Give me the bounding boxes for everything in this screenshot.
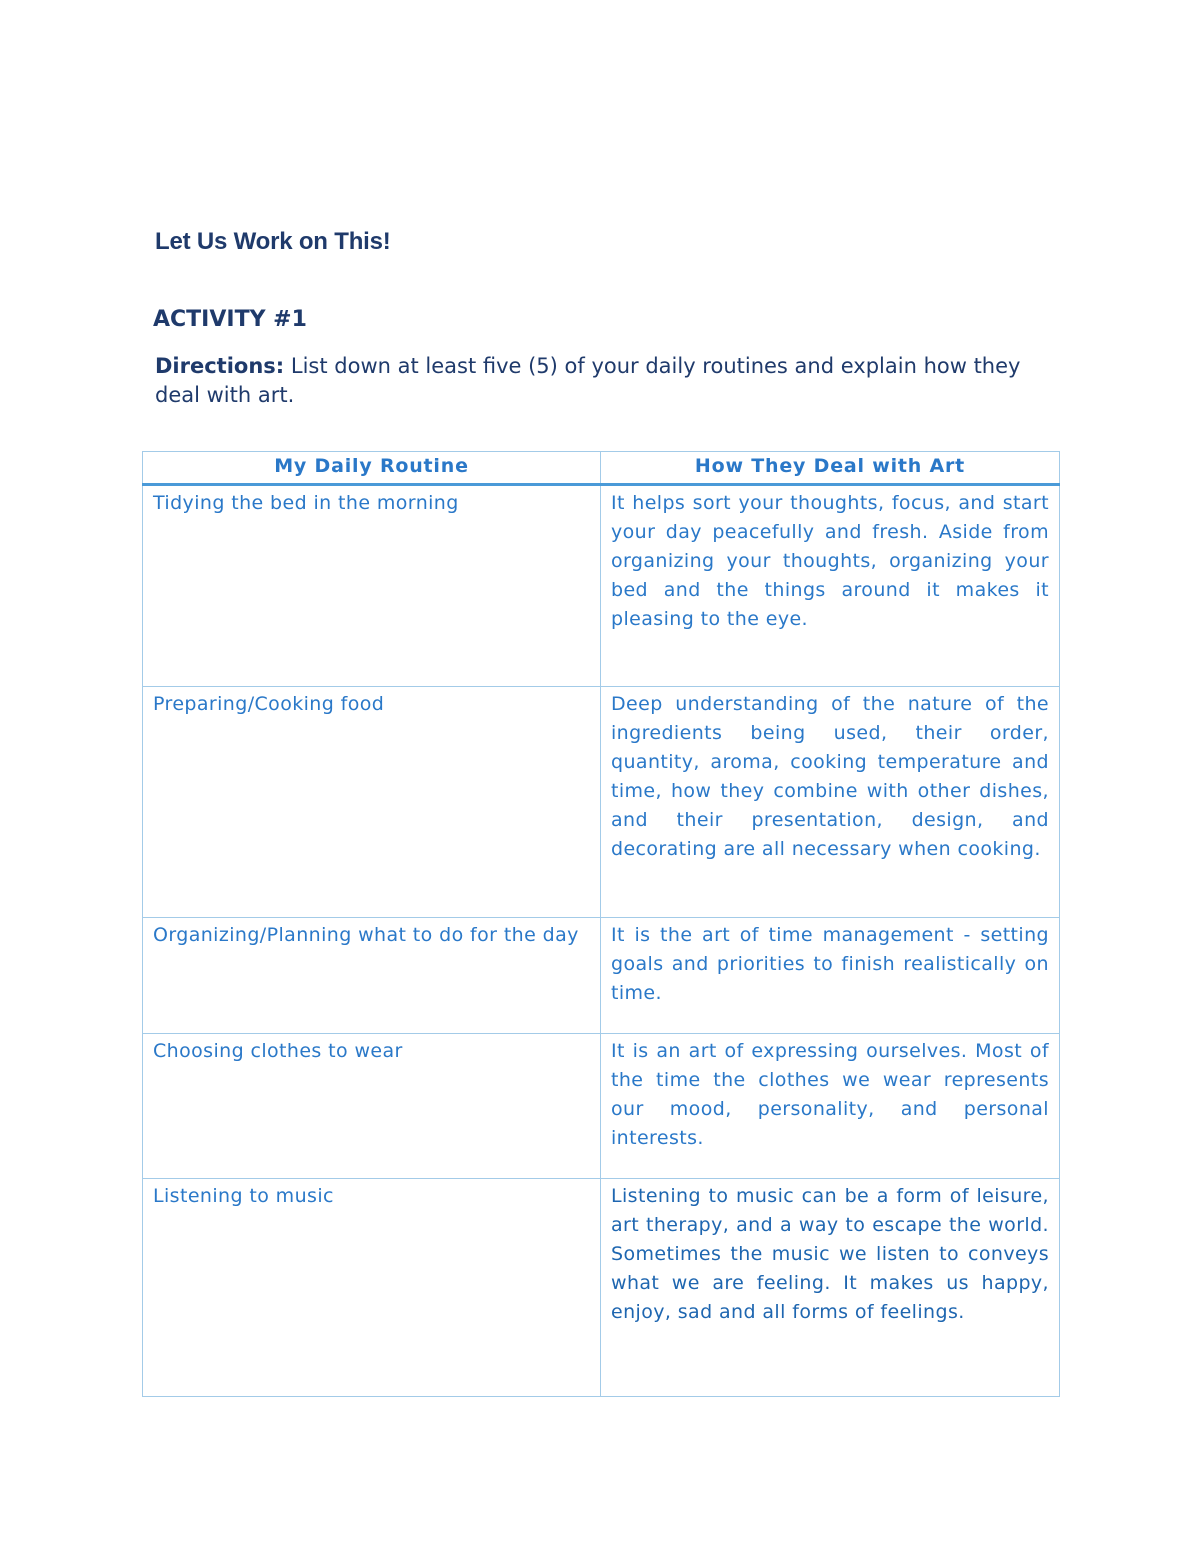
table-header-row xyxy=(143,452,1060,485)
art-cell: Deep understanding of the nature of the ingredients being used, their order, quantity, aroma, cooking temperature and time, how they combine with other dishes, and their presentation, design, and decorating are all necessary when cooking. xyxy=(601,687,1060,918)
art-cell: Listening to music can be a form of leisure, art therapy, and a way to escape the world. Sometimes the music we listen to conveys what we are feeling. It makes us happy, enjoy, sad and all forms of feelings. xyxy=(601,1179,1060,1397)
activity-title: ACTIVITY #1 xyxy=(153,307,307,332)
routine-table xyxy=(142,451,1060,1397)
page-heading: Let Us Work on This! xyxy=(155,228,391,255)
routine-cell: Organizing/Planning what to do for the day xyxy=(143,918,601,1034)
table-row xyxy=(143,485,1060,687)
table-row xyxy=(143,918,1060,1034)
routine-cell: Listening to music xyxy=(143,1179,601,1397)
routine-cell: Choosing clothes to wear xyxy=(143,1034,601,1179)
art-cell: It is an art of expressing ourselves. Most of the time the clothes we wear represents our mood, personality, and personal interests. xyxy=(601,1034,1060,1179)
directions-label: Directions: xyxy=(155,354,285,378)
table-row xyxy=(143,1034,1060,1179)
directions-text: List down at least five (5) of your daily routines and explain how they deal with art. xyxy=(155,354,1021,407)
header-how-they-deal-with-art: How They Deal with Art xyxy=(601,452,1060,485)
routine-cell: Tidying the bed in the morning xyxy=(143,485,601,687)
routine-cell: Preparing/Cooking food xyxy=(143,687,601,918)
table-row xyxy=(143,687,1060,918)
art-cell: It is the art of time management - setting goals and priorities to finish realistically on time. xyxy=(601,918,1060,1034)
art-cell: It helps sort your thoughts, focus, and start your day peacefully and fresh. Aside from organizing your thoughts, organizing your bed and the things around it makes it pleasing to the eye. xyxy=(601,485,1060,687)
header-my-daily-routine: My Daily Routine xyxy=(143,452,601,485)
table-row xyxy=(143,1179,1060,1397)
directions-paragraph xyxy=(155,352,1035,410)
